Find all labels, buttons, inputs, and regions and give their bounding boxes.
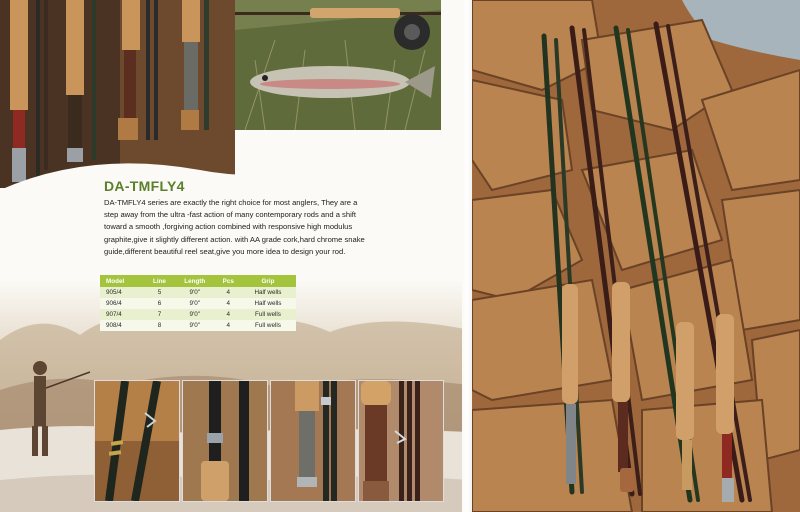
fly-rods-leaning-on-rock-photo xyxy=(472,0,800,512)
spec-table xyxy=(100,275,296,331)
cell-line: 6 xyxy=(146,298,173,309)
rainbow-trout-and-reel-photo xyxy=(235,0,441,130)
cell-length: 9'0" xyxy=(173,309,217,320)
header-model: Model xyxy=(100,275,146,287)
table-row xyxy=(100,309,296,320)
header-grip: Grip xyxy=(240,275,296,287)
table-row xyxy=(100,287,296,298)
cell-grip: Full wells xyxy=(240,309,296,320)
rod-guide-closeup-photo xyxy=(182,380,268,502)
reel-seat-closeup-photo xyxy=(358,380,444,502)
cell-pcs: 4 xyxy=(217,320,240,331)
cell-pcs: 4 xyxy=(217,298,240,309)
cell-line: 8 xyxy=(146,320,173,331)
cell-model: 906/4 xyxy=(100,298,146,309)
product-description: DA-TMFLY4 series are exactly the right choice for most anglers, They are a step away from the ultra -fast action of many contemporary rods and a shift toward a smooth ,forgiving action combined with responsive high modulus graphite,give it slightly different action. with AA grade cork,hard chrome snake guide,different beautiful reel seat,give you more idea to design your rod. xyxy=(104,198,365,256)
table-row xyxy=(100,298,296,309)
cell-model: 907/4 xyxy=(100,309,146,320)
cell-model: 905/4 xyxy=(100,287,146,298)
cell-length: 9'0" xyxy=(173,320,217,331)
cell-grip: Half wells xyxy=(240,287,296,298)
product-title: DA-TMFLY4 xyxy=(104,178,185,194)
spec-table-header-row xyxy=(100,275,296,287)
header-line: Line xyxy=(146,275,173,287)
cell-length: 9'0" xyxy=(173,298,217,309)
cell-length: 9'0" xyxy=(173,287,217,298)
cell-pcs: 4 xyxy=(217,309,240,320)
cell-grip: Half wells xyxy=(240,298,296,309)
table-row xyxy=(100,320,296,331)
rod-ferrule-closeup-photo xyxy=(94,380,180,502)
cell-line: 7 xyxy=(146,309,173,320)
cork-grip-closeup-photo xyxy=(270,380,356,502)
cell-line: 5 xyxy=(146,287,173,298)
cell-model: 908/4 xyxy=(100,320,146,331)
header-pcs: Pcs xyxy=(217,275,240,287)
header-length: Length xyxy=(173,275,217,287)
cell-grip: Full wells xyxy=(240,320,296,331)
cell-pcs: 4 xyxy=(217,287,240,298)
